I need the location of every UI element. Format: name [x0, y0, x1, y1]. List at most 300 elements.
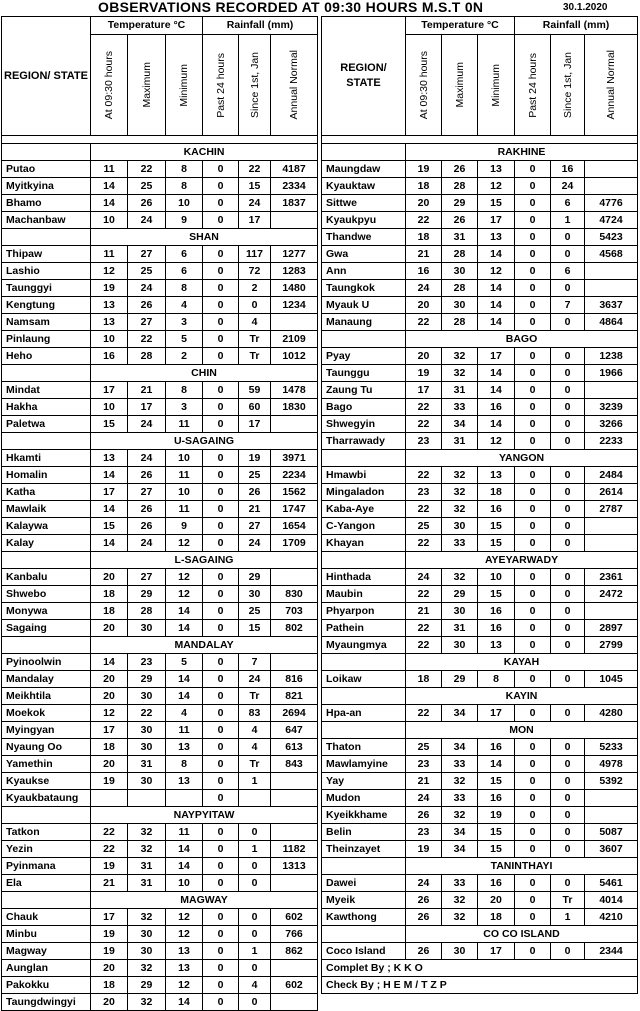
rain-past24-cell: 0	[203, 688, 239, 705]
temp-at0930-cell: 20	[91, 688, 128, 705]
rain-past24-cell: 0	[203, 722, 239, 739]
table-row	[2, 994, 318, 1011]
col-annual-header: Annual Normal	[288, 50, 301, 120]
rain-annual-normal-cell: 1837	[271, 195, 318, 212]
station-name-cell: Taunggyi	[2, 280, 91, 297]
station-name-cell: Tatkon	[2, 824, 91, 841]
temp-min-cell: 13	[478, 161, 515, 178]
temp-at0930-cell: 14	[91, 178, 128, 195]
region-section-label: YANGON	[406, 450, 638, 467]
station-name-cell: Kalaywa	[2, 518, 91, 535]
temp-at0930-cell: 24	[406, 875, 442, 892]
temp-min-cell: 11	[166, 501, 203, 518]
temp-at0930-cell: 20	[91, 569, 128, 586]
station-name-cell: Myingyan	[2, 722, 91, 739]
station-name-cell: Kyeikkhame	[322, 807, 406, 824]
temp-at0930-cell: 19	[406, 365, 442, 382]
temp-max-cell: 31	[442, 382, 478, 399]
region-section-label: NAYPYITAW	[91, 807, 318, 824]
rain-annual-normal-cell: 5423	[585, 229, 638, 246]
section-blank-cell	[2, 365, 91, 382]
temp-at0930-cell	[91, 790, 128, 807]
title-bar	[0, 0, 640, 15]
temp-max-cell: 31	[128, 858, 166, 875]
rain-annual-normal-cell: 1283	[271, 263, 318, 280]
temp-min-cell: 4	[166, 297, 203, 314]
station-name-cell: Kalay	[2, 535, 91, 552]
table-row	[322, 348, 638, 365]
table-row	[2, 926, 318, 943]
temp-min-cell: 16	[478, 790, 515, 807]
station-name-cell: Paletwa	[2, 416, 91, 433]
rain-annual-normal-cell: 1045	[585, 671, 638, 688]
temp-min-cell: 14	[166, 858, 203, 875]
station-name-cell: Pyinoolwin	[2, 654, 91, 671]
temp-at0930-cell: 20	[91, 756, 128, 773]
table-row	[2, 773, 318, 790]
temp-at0930-cell: 22	[406, 620, 442, 637]
table-row	[322, 620, 638, 637]
temp-at0930-cell: 22	[406, 705, 442, 722]
table-row	[2, 620, 318, 637]
region-section-label: MAGWAY	[91, 892, 318, 909]
rain-since-jan-cell: 4	[239, 314, 271, 331]
temp-at0930-cell: 18	[91, 603, 128, 620]
station-name-cell: Moekok	[2, 705, 91, 722]
temp-at0930-cell: 16	[91, 348, 128, 365]
temp-at0930-cell: 25	[406, 739, 442, 756]
rain-past24-cell: 0	[515, 382, 551, 399]
table-row	[322, 314, 638, 331]
spacer-row	[2, 136, 318, 144]
temp-max-cell: 22	[128, 331, 166, 348]
station-name-cell: C-Yangon	[322, 518, 406, 535]
temp-min-cell: 14	[166, 603, 203, 620]
station-name-cell: Zaung Tu	[322, 382, 406, 399]
temp-at0930-cell: 17	[406, 382, 442, 399]
temp-at0930-cell: 22	[406, 501, 442, 518]
rain-since-jan-cell: 0	[551, 841, 585, 858]
table-row	[2, 943, 318, 960]
temp-at0930-cell: 26	[406, 892, 442, 909]
temp-at0930-cell: 22	[406, 416, 442, 433]
station-name-cell: Thipaw	[2, 246, 91, 263]
rain-past24-cell: 0	[515, 671, 551, 688]
rain-annual-normal-cell	[585, 178, 638, 195]
rain-past24-cell: 0	[203, 280, 239, 297]
rain-past24-cell: 0	[515, 416, 551, 433]
temp-max-cell: 27	[128, 314, 166, 331]
rain-past24-cell: 0	[515, 790, 551, 807]
station-name-cell: Maubin	[322, 586, 406, 603]
rain-since-jan-cell: 21	[239, 501, 271, 518]
temp-at0930-cell: 18	[406, 229, 442, 246]
rain-annual-normal-cell: 5392	[585, 773, 638, 790]
temp-at0930-cell: 22	[406, 314, 442, 331]
temp-max-cell: 30	[442, 263, 478, 280]
rain-annual-normal-cell: 602	[271, 977, 318, 994]
table-row	[2, 569, 318, 586]
table-row	[322, 637, 638, 654]
rain-since-jan-cell: 0	[551, 467, 585, 484]
temp-at0930-cell: 25	[406, 518, 442, 535]
rain-since-jan-cell: 0	[239, 824, 271, 841]
rain-past24-cell: 0	[203, 161, 239, 178]
temp-min-cell: 20	[478, 892, 515, 909]
region-section-label: CHIN	[91, 365, 318, 382]
temp-at0930-cell: 17	[91, 909, 128, 926]
section-blank-cell	[2, 807, 91, 824]
temp-at0930-cell: 24	[406, 569, 442, 586]
temp-max-cell: 22	[128, 705, 166, 722]
rain-past24-cell: 0	[203, 246, 239, 263]
temp-min-cell: 11	[166, 722, 203, 739]
table-row	[2, 535, 318, 552]
table-row	[2, 688, 318, 705]
temp-min-cell: 9	[166, 212, 203, 229]
table-row	[2, 246, 318, 263]
temp-max-cell: 31	[442, 229, 478, 246]
observations-table-left	[1, 16, 318, 1011]
rain-past24-cell: 0	[203, 518, 239, 535]
temp-max-cell: 30	[442, 603, 478, 620]
table-row	[2, 297, 318, 314]
temp-max-cell: 29	[128, 586, 166, 603]
rain-since-jan-cell: 25	[239, 603, 271, 620]
temp-max-cell: 28	[442, 280, 478, 297]
observations-table-right	[321, 16, 638, 994]
table-row	[322, 909, 638, 926]
table-row	[2, 722, 318, 739]
temp-max-cell: 32	[442, 773, 478, 790]
temp-at0930-cell: 21	[406, 246, 442, 263]
temp-at0930-cell: 14	[91, 501, 128, 518]
region-section-label: BAGO	[406, 331, 638, 348]
rain-past24-cell: 0	[515, 773, 551, 790]
rain-past24-cell: 0	[203, 535, 239, 552]
station-name-cell: Pinlaung	[2, 331, 91, 348]
table-row	[322, 178, 638, 195]
temp-min-cell: 15	[478, 773, 515, 790]
station-name-cell: Shwegyin	[322, 416, 406, 433]
temp-at0930-cell: 14	[91, 654, 128, 671]
temp-min-cell: 16	[478, 399, 515, 416]
rain-annual-normal-cell: 1238	[585, 348, 638, 365]
temperature-header: Temperature °C	[91, 17, 203, 35]
table-row	[322, 773, 638, 790]
temp-max-cell: 27	[128, 246, 166, 263]
section-blank-cell	[322, 926, 406, 943]
table-row	[322, 161, 638, 178]
temp-max-cell: 27	[128, 484, 166, 501]
rain-annual-normal-cell	[585, 161, 638, 178]
rain-annual-normal-cell	[585, 603, 638, 620]
temp-max-cell: 32	[128, 824, 166, 841]
region-section-row	[322, 858, 638, 875]
table-row	[322, 416, 638, 433]
rain-since-jan-cell: 24	[551, 178, 585, 195]
col-at0930-header: At 09:30 hours	[103, 50, 115, 120]
rain-past24-cell: 0	[203, 875, 239, 892]
rainfall-header: Rainfall (mm)	[515, 17, 638, 35]
rainfall-header: Rainfall (mm)	[203, 17, 318, 35]
temp-max-cell: 24	[128, 535, 166, 552]
station-name-cell: Taungdwingyi	[2, 994, 91, 1011]
rain-annual-normal-cell: 647	[271, 722, 318, 739]
temp-at0930-cell: 16	[406, 263, 442, 280]
temp-at0930-cell: 20	[406, 297, 442, 314]
temp-max-cell: 30	[442, 518, 478, 535]
temp-min-cell: 12	[478, 263, 515, 280]
station-name-cell: Machanbaw	[2, 212, 91, 229]
rain-annual-normal-cell	[271, 212, 318, 229]
region-section-label: L-SAGAING	[91, 552, 318, 569]
temp-at0930-cell: 11	[91, 246, 128, 263]
temp-min-cell: 13	[478, 637, 515, 654]
table-row	[322, 382, 638, 399]
rain-annual-normal-cell: 1830	[271, 399, 318, 416]
station-name-cell: Yamethin	[2, 756, 91, 773]
rain-past24-cell: 0	[203, 348, 239, 365]
rain-annual-normal-cell	[585, 807, 638, 824]
region-section-label: SHAN	[91, 229, 318, 246]
rain-annual-normal-cell	[271, 790, 318, 807]
section-blank-cell	[2, 433, 91, 450]
rain-past24-cell: 0	[515, 892, 551, 909]
temp-min-cell: 12	[478, 433, 515, 450]
temp-min-cell: 14	[166, 994, 203, 1011]
rain-annual-normal-cell: 3239	[585, 399, 638, 416]
table-row	[2, 501, 318, 518]
station-name-cell: Ann	[322, 263, 406, 280]
col-min-header: Minimum	[490, 63, 502, 107]
rain-past24-cell: 0	[203, 314, 239, 331]
temp-max-cell: 25	[128, 263, 166, 280]
temp-at0930-cell: 13	[91, 450, 128, 467]
temp-at0930-cell: 18	[406, 671, 442, 688]
rain-past24-cell: 0	[515, 297, 551, 314]
temp-at0930-cell: 20	[91, 960, 128, 977]
rain-since-jan-cell: 0	[551, 280, 585, 297]
table-row	[322, 807, 638, 824]
rain-annual-normal-cell	[585, 263, 638, 280]
temp-at0930-cell: 17	[91, 484, 128, 501]
temp-at0930-cell: 20	[406, 195, 442, 212]
temp-min-cell: 6	[166, 263, 203, 280]
rain-past24-cell: 0	[515, 246, 551, 263]
temp-min-cell: 16	[478, 620, 515, 637]
rain-since-jan-cell: 0	[551, 314, 585, 331]
region-section-row	[2, 365, 318, 382]
temp-at0930-cell: 22	[406, 399, 442, 416]
temp-min-cell: 15	[478, 518, 515, 535]
table-row	[322, 586, 638, 603]
rain-annual-normal-cell: 4210	[585, 909, 638, 926]
station-name-cell: Katha	[2, 484, 91, 501]
region-section-label: AYEYARWADY	[406, 552, 638, 569]
station-name-cell: Bago	[322, 399, 406, 416]
rain-since-jan-cell: 1	[551, 909, 585, 926]
temp-min-cell: 3	[166, 314, 203, 331]
rain-annual-normal-cell: 802	[271, 620, 318, 637]
temp-max-cell: 26	[128, 501, 166, 518]
rain-past24-cell: 0	[203, 994, 239, 1011]
rain-annual-normal-cell: 602	[271, 909, 318, 926]
region-section-row	[322, 144, 638, 161]
station-name-cell: Gwa	[322, 246, 406, 263]
rain-since-jan-cell: 7	[239, 654, 271, 671]
temp-min-cell: 8	[166, 280, 203, 297]
temp-max-cell: 31	[128, 756, 166, 773]
temp-at0930-cell: 22	[406, 535, 442, 552]
station-name-cell: Myauk U	[322, 297, 406, 314]
temp-min-cell: 14	[478, 382, 515, 399]
region-section-row	[322, 450, 638, 467]
temp-at0930-cell: 14	[91, 195, 128, 212]
table-row	[2, 858, 318, 875]
table-row	[2, 263, 318, 280]
station-name-cell: Nyaung Oo	[2, 739, 91, 756]
table-row	[2, 960, 318, 977]
table-row	[2, 875, 318, 892]
station-name-cell: Heho	[2, 348, 91, 365]
rain-annual-normal-cell: 2109	[271, 331, 318, 348]
temp-max-cell: 32	[442, 892, 478, 909]
rain-past24-cell: 0	[203, 603, 239, 620]
table-row	[322, 875, 638, 892]
rain-past24-cell: 0	[203, 739, 239, 756]
temp-at0930-cell: 22	[406, 586, 442, 603]
table-row	[2, 314, 318, 331]
page-title: OBSERVATIONS RECORDED AT 09:30 HOURS M.S.T 0N	[98, 0, 484, 15]
footer-row	[322, 960, 638, 977]
rain-since-jan-cell: 24	[239, 671, 271, 688]
temp-min-cell: 18	[478, 484, 515, 501]
temp-min-cell: 5	[166, 331, 203, 348]
rain-annual-normal-cell: 1966	[585, 365, 638, 382]
table-row	[2, 178, 318, 195]
temp-min-cell: 15	[478, 535, 515, 552]
rain-since-jan-cell: 0	[551, 824, 585, 841]
station-name-cell: Hinthada	[322, 569, 406, 586]
table-row	[322, 433, 638, 450]
temp-max-cell: 30	[442, 297, 478, 314]
table-row	[322, 569, 638, 586]
region-section-row	[2, 552, 318, 569]
station-name-cell: Hkamti	[2, 450, 91, 467]
temp-min-cell: 14	[478, 756, 515, 773]
temp-min-cell: 10	[166, 450, 203, 467]
table-row	[2, 977, 318, 994]
temp-at0930-cell: 22	[406, 467, 442, 484]
rain-past24-cell: 0	[203, 977, 239, 994]
rain-past24-cell: 0	[515, 263, 551, 280]
rain-past24-cell: 0	[203, 858, 239, 875]
temp-max-cell: 26	[128, 467, 166, 484]
temp-min-cell: 8	[166, 756, 203, 773]
table-row	[322, 280, 638, 297]
temp-min-cell: 15	[478, 841, 515, 858]
temp-max-cell: 24	[128, 416, 166, 433]
station-name-cell: Mingaladon	[322, 484, 406, 501]
table-row	[2, 671, 318, 688]
region-section-label: TANINTHAYI	[406, 858, 638, 875]
rain-annual-normal-cell: 3607	[585, 841, 638, 858]
temp-max-cell: 33	[442, 399, 478, 416]
footer-text: Complet By ; K K O	[322, 960, 638, 977]
temp-at0930-cell: 19	[91, 280, 128, 297]
col-min-header: Minimum	[178, 63, 190, 107]
rain-annual-normal-cell: 4187	[271, 161, 318, 178]
rain-past24-cell: 0	[515, 178, 551, 195]
temp-max-cell: 29	[442, 671, 478, 688]
rain-since-jan-cell: 0	[239, 297, 271, 314]
region-section-label: KACHIN	[91, 144, 318, 161]
temp-max-cell: 32	[442, 484, 478, 501]
table-row	[2, 484, 318, 501]
section-blank-cell	[2, 552, 91, 569]
temp-min-cell: 18	[478, 909, 515, 926]
rain-since-jan-cell: 24	[239, 195, 271, 212]
rain-since-jan-cell: 0	[239, 909, 271, 926]
temp-max-cell: 29	[128, 977, 166, 994]
table-row	[2, 756, 318, 773]
rain-past24-cell: 0	[203, 841, 239, 858]
rain-annual-normal-cell	[271, 654, 318, 671]
temp-min-cell: 13	[478, 467, 515, 484]
table-row	[322, 824, 638, 841]
footer-text: Check By ; H E M / T Z P	[322, 977, 638, 994]
rain-annual-normal-cell: 1182	[271, 841, 318, 858]
rain-past24-cell: 0	[203, 569, 239, 586]
temp-min-cell: 12	[166, 586, 203, 603]
temp-min-cell: 13	[478, 229, 515, 246]
temp-max-cell: 21	[128, 382, 166, 399]
rain-past24-cell: 0	[203, 756, 239, 773]
temp-at0930-cell: 18	[91, 586, 128, 603]
temp-min-cell: 8	[166, 161, 203, 178]
rain-annual-normal-cell: 5233	[585, 739, 638, 756]
rain-past24-cell: 0	[203, 926, 239, 943]
temp-max-cell: 34	[442, 739, 478, 756]
rain-past24-cell: 0	[515, 365, 551, 382]
rain-past24-cell: 0	[515, 824, 551, 841]
rain-annual-normal-cell: 5461	[585, 875, 638, 892]
rain-since-jan-cell: 0	[239, 994, 271, 1011]
rain-past24-cell: 0	[203, 416, 239, 433]
rain-annual-normal-cell: 1012	[271, 348, 318, 365]
rain-since-jan-cell: 0	[551, 875, 585, 892]
rain-past24-cell: 0	[515, 586, 551, 603]
station-name-cell: Phyarpon	[322, 603, 406, 620]
temp-max-cell: 24	[128, 280, 166, 297]
station-name-cell: Yay	[322, 773, 406, 790]
rain-past24-cell: 0	[515, 909, 551, 926]
station-name-cell: Mandalay	[2, 671, 91, 688]
station-name-cell: Shwebo	[2, 586, 91, 603]
temp-at0930-cell: 14	[91, 467, 128, 484]
region-section-row	[2, 229, 318, 246]
temp-max-cell: 30	[128, 620, 166, 637]
rain-since-jan-cell: 60	[239, 399, 271, 416]
rain-annual-normal-cell: 1277	[271, 246, 318, 263]
station-name-cell: Pathein	[322, 620, 406, 637]
station-name-cell: Monywa	[2, 603, 91, 620]
station-name-cell: Aunglan	[2, 960, 91, 977]
temp-at0930-cell: 26	[406, 909, 442, 926]
temp-min-cell: 13	[166, 960, 203, 977]
station-name-cell: Thaton	[322, 739, 406, 756]
